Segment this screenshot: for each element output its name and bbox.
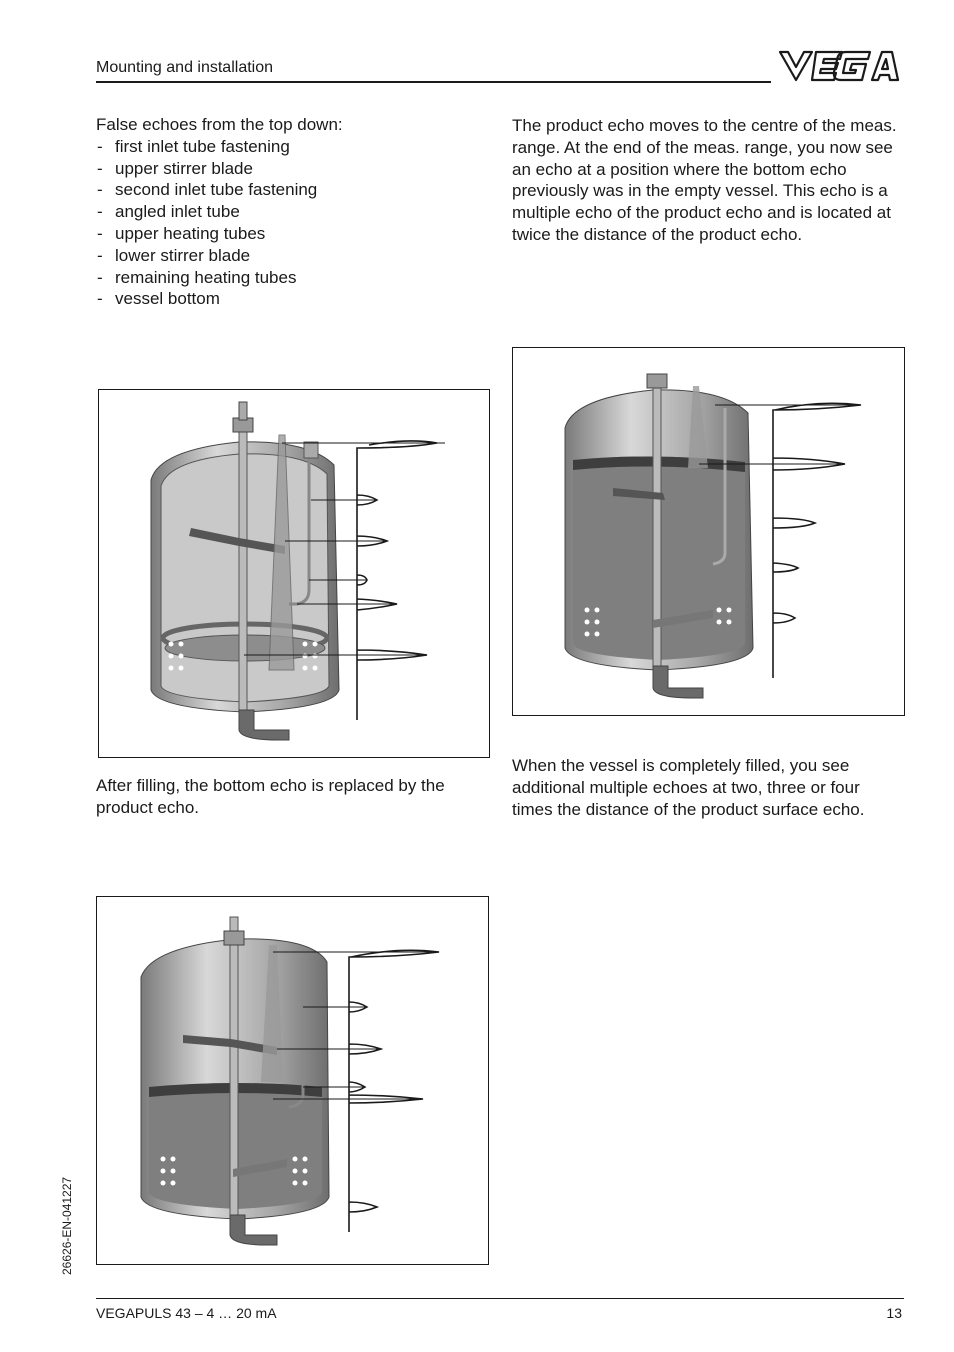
document-code: 26626-EN-041227 [60, 1176, 74, 1275]
filling-caption-block [96, 775, 486, 819]
filled-vessel-figure [96, 896, 489, 1265]
page-section-title: Mounting and installation [96, 59, 274, 76]
product-echo-paragraph-block [512, 115, 904, 246]
full-vessel-caption-block [512, 755, 904, 820]
partially-filled-vessel-figure [512, 347, 905, 716]
vega-logo [776, 48, 900, 84]
filling-caption: After filling, the bottom echo is replaced by the product echo. [96, 776, 445, 817]
page-number: 13 [886, 1305, 902, 1321]
footer-rule [96, 1298, 904, 1299]
header-rule [96, 81, 771, 83]
list-item: - angled inlet tube [96, 201, 486, 223]
list-item: - lower stirrer blade [96, 245, 486, 267]
full-vessel-caption: When the vessel is completely filled, you see additional multiple echoes at two, three or four times the distance of the product surface echo. [512, 756, 865, 819]
list-item: - upper heating tubes [96, 223, 486, 245]
false-echo-heading: False echoes from the top down: [96, 115, 343, 134]
product-echo-paragraph: The product echo moves to the centre of the meas. range. At the end of the meas. range, you now see an echo at a position where the bottom echo previously was in the empty vessel. This echo is a multiple echo of the product echo and is located at twice the distance of the product echo. [512, 116, 897, 244]
list-item: - second inlet tube fastening [96, 179, 486, 201]
list-item: - remaining heating tubes [96, 267, 486, 289]
list-item: - upper stirrer blade [96, 158, 486, 180]
list-item: - first inlet tube fastening [96, 136, 486, 158]
footer-product: VEGAPULS 43 – 4 … 20 mA [96, 1305, 277, 1321]
false-echo-list-block [96, 114, 486, 310]
list-item: - vessel bottom [96, 288, 486, 310]
empty-vessel-figure [98, 389, 490, 758]
false-echo-list [96, 136, 486, 310]
